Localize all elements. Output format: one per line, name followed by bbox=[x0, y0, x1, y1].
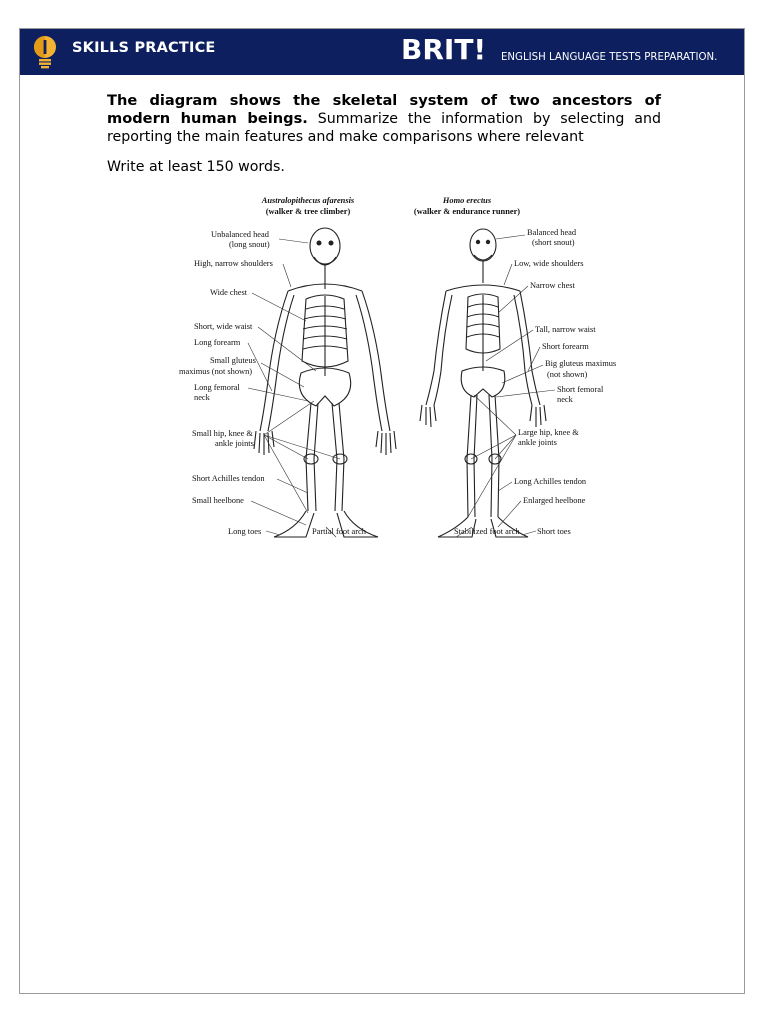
label-partial-foot-arch: Partial foot arch bbox=[312, 527, 366, 536]
label-large-ankle-joints: ankle joints bbox=[518, 438, 557, 447]
label-short-wide-waist: Short, wide waist bbox=[194, 322, 253, 331]
label-balanced-head: Balanced head bbox=[527, 228, 577, 237]
label-big-gluteus: Big gluteus maximus bbox=[545, 359, 616, 368]
right-figure-subtitle: (walker & endurance runner) bbox=[413, 207, 521, 216]
label-short-achilles: Short Achilles tendon bbox=[192, 474, 265, 483]
label-large-joints: Large hip, knee & bbox=[518, 428, 579, 437]
word-count-instruction: Write at least 150 words. bbox=[107, 159, 285, 175]
label-small-gluteus: Small gluteus bbox=[210, 356, 256, 365]
label-short-toes: Short toes bbox=[537, 527, 571, 536]
header-banner bbox=[20, 29, 744, 75]
label-small-joints: Small hip, knee & bbox=[192, 429, 253, 438]
left-figure-subtitle: (walker & tree climber) bbox=[265, 207, 351, 216]
brand-tagline: ENGLISH LANGUAGE TESTS PREPARATION. bbox=[501, 52, 718, 63]
lightbulb-icon bbox=[30, 34, 60, 70]
label-short-snout: (short snout) bbox=[532, 238, 575, 247]
label-small-heelbone: Small heelbone bbox=[192, 496, 244, 505]
label-narrow-chest: Narrow chest bbox=[530, 281, 575, 290]
label-right-femoral-neck: neck bbox=[557, 395, 573, 404]
label-short-femoral: Short femoral bbox=[557, 385, 604, 394]
label-long-femoral: Long femoral bbox=[194, 383, 240, 392]
label-wide-chest: Wide chest bbox=[210, 288, 248, 297]
left-figure-title: Australopithecus afarensis bbox=[261, 196, 355, 205]
task-prompt-bold: The diagram shows the skeletal system of two ancestors of modern human beings. bbox=[107, 92, 661, 127]
label-enlarged-heelbone: Enlarged heelbone bbox=[523, 496, 586, 505]
label-stabilized-foot-arch: Stabilized foot arch bbox=[454, 527, 520, 536]
label-long-snout: (long snout) bbox=[229, 240, 270, 249]
label-femoral-neck: neck bbox=[194, 393, 210, 402]
document-page bbox=[19, 28, 745, 994]
label-high-narrow-shoulders: High, narrow shoulders bbox=[194, 259, 273, 268]
label-low-wide-shoulders: Low, wide shoulders bbox=[514, 259, 584, 268]
label-gluteus-not-shown: (not shown) bbox=[547, 370, 588, 379]
label-unbalanced-head: Unbalanced head bbox=[211, 230, 269, 239]
australopithecus-skeleton bbox=[254, 228, 396, 537]
task-prompt bbox=[107, 92, 661, 146]
label-long-achilles: Long Achilles tendon bbox=[514, 477, 587, 486]
label-long-forearm: Long forearm bbox=[194, 338, 241, 347]
right-figure-title: Homo erectus bbox=[442, 196, 492, 205]
label-maximus-not-shown: maximus (not shown) bbox=[179, 367, 253, 376]
brand-logo: BRIT! bbox=[401, 33, 487, 66]
label-long-toes: Long toes bbox=[228, 527, 262, 536]
label-short-forearm: Short forearm bbox=[542, 342, 589, 351]
task-prompt-rest: Summarize the information by selecting and reporting the main features and make comparisons where relevant bbox=[107, 111, 661, 145]
label-small-ankle-joints: ankle joints bbox=[215, 439, 254, 448]
section-label: SKILLS PRACTICE bbox=[72, 40, 216, 56]
skeleton-diagram bbox=[156, 191, 616, 545]
label-tall-narrow-waist: Tall, narrow waist bbox=[535, 325, 596, 334]
